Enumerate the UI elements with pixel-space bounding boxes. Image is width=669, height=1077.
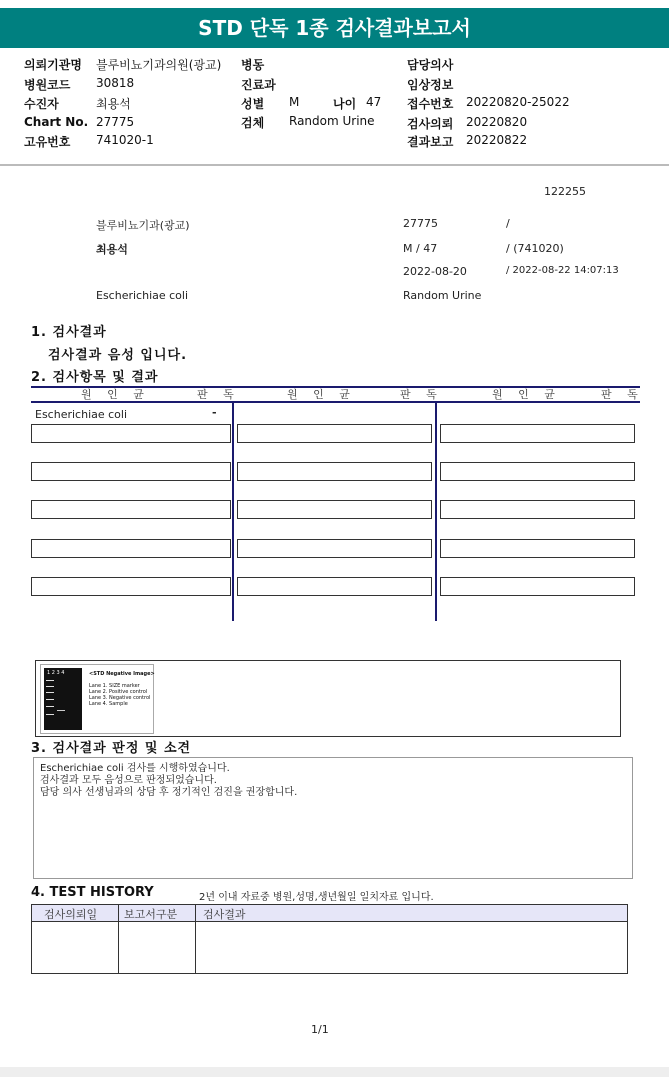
opinion-box: [33, 757, 633, 879]
section1-heading: 1. 검사결과: [31, 325, 107, 340]
test-item-result: -: [212, 406, 217, 419]
label-specimen: 검체: [241, 116, 265, 130]
value-patient: 최용석: [96, 97, 131, 111]
label-clinical-info: 임상정보: [407, 78, 454, 92]
col-result-1: 판 독: [197, 388, 240, 401]
gel-image: [40, 664, 154, 734]
report-patient: 최용석: [96, 243, 128, 256]
result-box: [31, 424, 231, 443]
gel-band-area: [44, 668, 82, 730]
result-box: [440, 462, 635, 481]
gel-legend-1: Lane 1. SIZE marker: [89, 683, 140, 689]
page-number: 1/1: [311, 1023, 329, 1036]
label-patient: 수진자: [24, 97, 59, 111]
history-header-result: 검사결과: [203, 908, 246, 921]
report-date-received: 2022-08-20: [403, 265, 467, 278]
result-box: [440, 500, 635, 519]
header-divider: [0, 164, 669, 166]
result-box: [440, 539, 635, 558]
results-grid-header: [31, 386, 644, 403]
grid-divider-1: [232, 403, 234, 621]
grid-divider-2: [435, 403, 437, 621]
report-specimen: Random Urine: [403, 289, 482, 302]
section4-heading: 4. TEST HISTORY: [31, 885, 154, 900]
col-result-3: 판 독: [601, 388, 644, 401]
value-request-date: 20220820: [466, 115, 528, 129]
result-box: [31, 577, 231, 596]
report-organism: Escherichiae coli: [96, 289, 189, 302]
value-sex: M: [289, 95, 300, 109]
opinion-line: Escherichiae coli 검사를 시행하였습니다.: [40, 763, 230, 774]
result-box: [31, 539, 231, 558]
result-box: [237, 424, 432, 443]
label-institution: 의뢰기관명: [24, 58, 82, 72]
report-date-reported: / 2022-08-22 14:07:13: [506, 265, 619, 276]
value-institution: 블루비뇨기과의원(광교): [96, 58, 222, 72]
col-pathogen-3: 원 인 균: [492, 388, 561, 401]
history-table: [31, 904, 628, 974]
page-footer-bar: [0, 1067, 669, 1077]
opinion-line: 담당 의사 선생님과의 상담 후 정기적인 검진을 권장합니다.: [40, 787, 298, 798]
label-age: 나이: [333, 97, 357, 111]
value-unique-no: 741020-1: [96, 133, 154, 147]
result-box: [237, 539, 432, 558]
value-specimen: Random Urine: [289, 114, 375, 128]
label-ward: 병동: [241, 58, 265, 72]
report-id: 122255: [544, 185, 586, 198]
label-chart-no: Chart No.: [24, 115, 89, 129]
result-box: [440, 424, 635, 443]
result-box: [440, 577, 635, 596]
history-header-request-date: 검사의뢰일: [44, 908, 98, 921]
col-result-2: 판 독: [400, 388, 443, 401]
value-report-date: 20220822: [466, 133, 528, 147]
report-sex-age: M / 47: [403, 242, 438, 255]
label-doctor: 담당의사: [407, 58, 454, 72]
result-box: [237, 462, 432, 481]
value-hospital-code: 30818: [96, 76, 135, 90]
gel-legend-3: Lane 3. Negative control: [89, 695, 151, 701]
report-header: [0, 52, 669, 164]
history-note: 2년 이내 자료중 병원,성명,생년월일 일치자료 입니다.: [199, 892, 434, 903]
report-clinic: 블루비뇨기과(광교): [96, 219, 190, 232]
result-box: [31, 500, 231, 519]
test-item-name: Escherichiae coli: [35, 408, 128, 421]
history-header-report-type: 보고서구분: [124, 908, 178, 921]
result-box: [237, 500, 432, 519]
label-report-date: 결과보고: [407, 135, 454, 149]
label-unique-no: 고유번호: [24, 135, 71, 149]
label-receipt-no: 접수번호: [407, 97, 454, 111]
gel-title: <STD Negative Image>: [89, 671, 155, 677]
col-pathogen-2: 원 인 균: [287, 388, 356, 401]
label-department: 진료과: [241, 78, 276, 92]
value-age: 47: [366, 95, 382, 109]
report-birth: / (741020): [506, 242, 564, 255]
label-hospital-code: 병원코드: [24, 78, 71, 92]
report-slash: /: [506, 217, 510, 230]
report-title: STD 단독 1종 검사결과보고서: [0, 8, 669, 48]
label-sex: 성별: [241, 97, 265, 111]
section3-heading: 3. 검사결과 판정 및 소견: [31, 741, 192, 756]
gel-legend-4: Lane 4. Sample: [89, 701, 128, 707]
value-receipt-no: 20220820-25022: [466, 95, 570, 109]
section2-heading: 2. 검사항목 및 결과: [31, 370, 159, 385]
gel-legend-2: Lane 2. Positive control: [89, 689, 148, 695]
section1-result-text: 검사결과 음성 입니다.: [48, 348, 188, 363]
value-chart-no: 27775: [96, 115, 135, 129]
result-box: [237, 577, 432, 596]
opinion-line: 검사결과 모두 음성으로 판정되었습니다.: [40, 775, 217, 786]
gel-lane-numbers: 1 2 3 4: [47, 670, 65, 676]
result-box: [31, 462, 231, 481]
label-request-date: 검사의뢰: [407, 117, 454, 131]
report-chart-no: 27775: [403, 217, 438, 230]
col-pathogen-1: 원 인 균: [81, 388, 150, 401]
